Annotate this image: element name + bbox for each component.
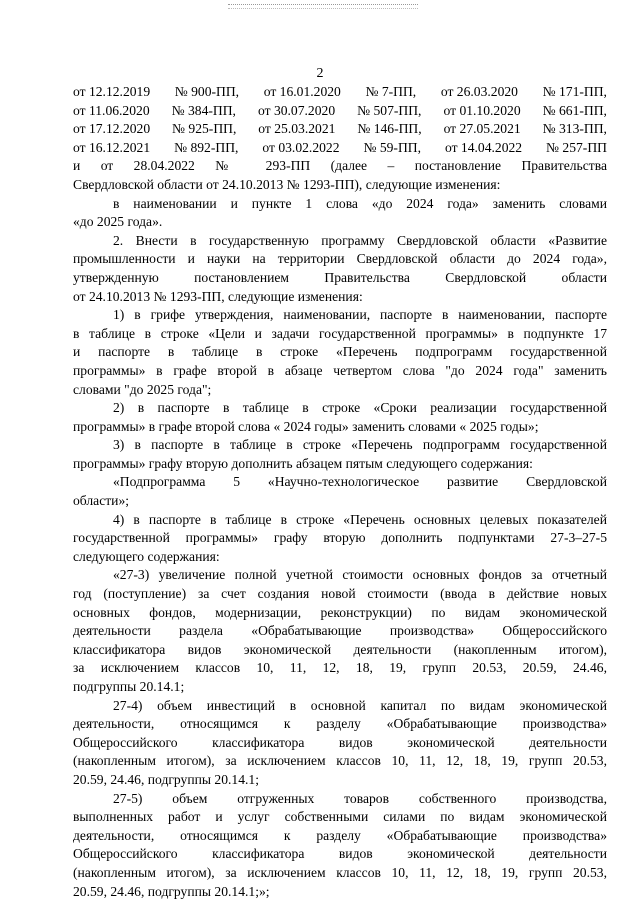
decree-cell: № 384-ПП, <box>171 102 236 118</box>
text-line: в наименовании и пункте 1 слова «до 2024 года» заменить словами <box>113 195 607 211</box>
text-line: и от 28.04.2022 № 293-ПП (далее – постановление Правительства <box>73 158 607 174</box>
text-line: 27-5) объем отгруженных товаров собственного производства, <box>113 790 607 806</box>
text-line: «Подпрограмма 5 «Научно-технологическое развитие Свердловской <box>113 474 607 490</box>
text-line: «27-3) увеличение полной учетной стоимости основных фондов за отчетный <box>113 567 607 583</box>
text-line: в таблице в строке «Цели и задачи государственной программы» в подпункте 17 <box>73 325 607 341</box>
text-line: утвержденную постановлением Правительства Свердловской области <box>73 269 607 285</box>
decree-cell: от 16.12.2021 <box>73 139 151 155</box>
text-line: 27-4) объем инвестиций в основной капитал по видам экономической <box>113 697 607 713</box>
text-line: программы» в графе второй слова « 2024 годы» заменить словами « 2025 годы»; <box>73 418 539 434</box>
text-line: выполненных работ и услуг собственными силами по видам экономической <box>73 809 607 825</box>
text-line: программы» в графе второй в абзаце четвертом слова "до 2024 года" заменить <box>73 362 607 378</box>
decree-cell: от 17.12.2020 <box>73 121 151 137</box>
text-line: 3) в паспорте в таблице в строке «Перечень подпрограмм государственной <box>113 437 607 453</box>
text-line: подгруппы 20.14.1; <box>73 679 185 694</box>
text-line: 20.59, 24.46, подгруппы 20.14.1; <box>73 771 259 787</box>
decree-cell: № 900-ПП, <box>174 84 240 99</box>
decree-row <box>73 83 607 102</box>
decree-row <box>73 139 607 158</box>
text-line: 2. Внести в государственную программу Свердловской области «Развитие <box>113 232 607 248</box>
decree-cell: от 26.03.2020 <box>440 84 518 99</box>
text-line: от 24.10.2013 № 1293-ПП, следующие изменения: <box>73 288 363 304</box>
decree-cell: от 11.06.2020 <box>73 102 150 118</box>
decree-row <box>73 120 607 139</box>
decree-cell: от 03.02.2022 <box>262 139 340 155</box>
decree-cell: от 12.12.2019 <box>73 84 151 99</box>
text-line: (накопленным итогом), за исключением классов 10, 11, 12, 18, 19, групп 20.53, <box>73 864 607 880</box>
decree-cell: № 7-ПП, <box>365 84 417 99</box>
page-number: 2 <box>316 66 324 81</box>
text-line: программы» графу вторую дополнить абзацем пятым следующего содержания: <box>73 455 533 471</box>
document-text <box>73 157 607 901</box>
decree-cell: № 661-ПП, <box>542 102 607 118</box>
scan-header-mark <box>228 4 418 9</box>
text-line: и паспорте в таблице в строке «Перечень подпрограмм государственной <box>73 344 607 360</box>
decree-cell: от 30.07.2020 <box>257 102 336 118</box>
text-line: за исключением классов 10, 11, 12, 18, 19, групп 20.53, 20.59, 24.46, <box>73 660 607 676</box>
decree-cell: от 01.10.2020 <box>443 102 521 118</box>
decree-cell: № 313-ПП, <box>542 121 607 137</box>
text-line: «до 2025 года». <box>73 214 163 230</box>
document-body <box>73 83 607 901</box>
text-line: деятельности раздела «Обрабатывающие производства» Общероссийского <box>73 623 607 639</box>
decree-cell: № 507-ПП, <box>357 102 422 118</box>
text-line: основных фондов, модернизации, реконструкции) по видам экономической <box>73 604 607 620</box>
text-line: 1) в грифе утверждения, наименовании, паспорте в наименовании, паспорте <box>113 307 607 323</box>
text-line: Общероссийского классификатора видов экономической деятельности <box>73 846 607 862</box>
text-line: Свердловской области от 24.10.2013 № 1293-ПП), следующие изменения: <box>73 176 501 192</box>
decree-cell: № 59-ПП, <box>363 139 421 155</box>
decree-cell: № 925-ПП, <box>172 121 237 137</box>
decree-cell: от 16.01.2020 <box>263 84 341 99</box>
decree-cell: от 14.04.2022 <box>444 139 523 155</box>
decree-cell: № 892-ПП, <box>174 139 239 155</box>
text-line: 4) в паспорте в таблице в строке «Перечень основных целевых показателей <box>113 511 607 527</box>
text-line: словами "до 2025 года"; <box>73 381 212 397</box>
decree-row <box>73 102 607 121</box>
text-line: 2) в паспорте в таблице в строке «Сроки реализации государственной <box>113 400 607 416</box>
text-line: (накопленным итогом), за исключением классов 10, 11, 12, 18, 19, групп 20.53, <box>73 753 607 769</box>
text-line: государственной программы» графу вторую дополнить подпунктами 27-3–27-5 <box>73 530 607 546</box>
text-line: 20.59, 24.46, подгруппы 20.14.1;»; <box>73 883 270 899</box>
text-line: деятельности, относящимся к разделу «Обрабатывающие производства» <box>73 827 607 843</box>
text-line: области»; <box>73 493 130 509</box>
text-line: следующего содержания: <box>73 548 220 564</box>
decree-cell: № 146-ПП, <box>357 121 422 137</box>
text-line: год (поступление) за счет создания новой стоимости (ввода в действие новых <box>73 586 607 602</box>
decree-cell: № 257-ПП <box>546 139 607 155</box>
decree-cell: от 27.05.2021 <box>443 121 521 137</box>
decree-list <box>73 83 607 157</box>
decree-cell: от 25.03.2021 <box>258 121 336 137</box>
text-line: классификатора видов экономической деятельности (накопленным итогом), <box>73 641 607 657</box>
text-line: деятельности, относящимся к разделу «Обрабатывающие производства» <box>73 716 607 732</box>
text-line: промышленности и науки на территории Свердловской области до 2024 года», <box>73 251 607 267</box>
decree-cell: № 171-ПП, <box>542 84 607 99</box>
text-line: Общероссийского классификатора видов экономической деятельности <box>73 734 607 750</box>
